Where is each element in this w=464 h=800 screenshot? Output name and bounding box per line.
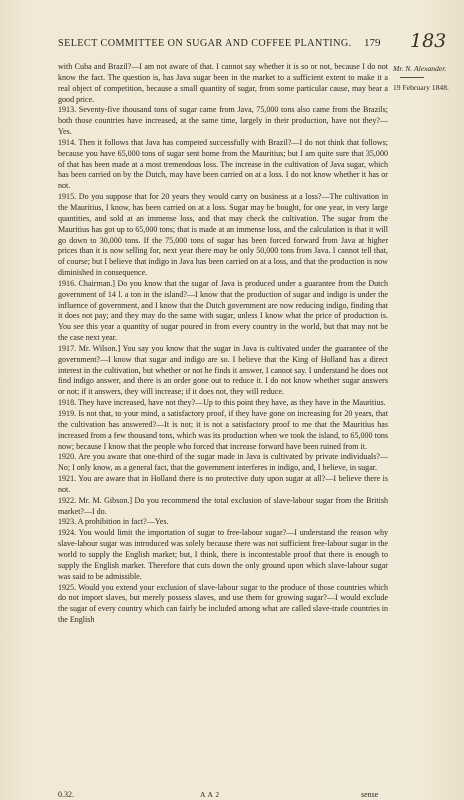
- margin-witness-name: Mr. N. Alexander.: [393, 64, 447, 73]
- paragraph: 1923. A prohibition in fact?—Yes.: [58, 517, 169, 527]
- footer-sheet-number: 0.32.: [58, 790, 74, 799]
- paragraph: 1922. Mr. M. Gibson.] Do you recommend the total exclusion of slave-labour sugar from the British market?—I do.: [58, 495, 388, 516]
- margin-date: 19 February 1848.: [393, 83, 449, 92]
- body-text: [58, 62, 388, 626]
- paragraph: 1919. Is not that, to your mind, a satisfactory proof, if they have gone on increasing for 20 years, that the cultivation has answered?—It is not; it is not a satisfactory proof to me that the Mauritius has increased from a few thousand tons, which was its production when we took the island, to 65,000 tons now; because I know that the people who forced that increase forward have been ruined from it.: [58, 409, 388, 451]
- running-header: SELECT COMMITTEE ON SUGAR AND COFFEE PLANTING.: [58, 38, 352, 49]
- page-number: 179: [364, 37, 381, 49]
- paragraph: 1921. You are aware that in Holland there is no protective duty upon sugar at all?—I believe there is not.: [58, 474, 388, 494]
- paragraph: 1913. Seventy-five thousand tons of sugar came from Java, 75,000 tons also came from the Brazils; both those countries have increased, at the same time, largely in their production, have not they?—Yes.: [58, 105, 388, 137]
- paragraph: with Cuba and Brazil?—I am not aware of that. I cannot say whether it is so or not, because I do not know the fact. The question is, has Java sugar been in the market to a sufficient extent to make it a real object of competition, because a small quantity of sugar, from some particular cause, may bear a good price.: [58, 62, 388, 104]
- paragraph: 1925. Would you extend your exclusion of slave-labour sugar to the produce of those countries which do not import slaves, but merely possess slaves, and use them for growing sugar?—I would exclude the sugar of every country which can fairly be included among what are called slave-trade countries in the English: [58, 582, 388, 625]
- margin-divider: [400, 77, 424, 78]
- footer-signature-mark: A A 2: [200, 790, 220, 799]
- paragraph: 1918. They have increased, have not they?—Up to this point they have, as they have in the Mauritius.: [58, 398, 386, 408]
- handwritten-page-number: 183: [410, 30, 447, 52]
- paragraph: 1920. Are you aware that one-third of the sugar made in Java is cultivated by private individuals?—No; I only know, as a general fact, that the government interferes in indigo, and, I believe, in sugar.: [58, 452, 388, 473]
- paragraph: 1924. You would limit the importation of sugar to free-labour sugar?—I understand the reason why slave-labour sugar was introduced was solely because there was not sufficient free-labour sugar in the world to supply the English market; but, I think, there is incontestable proof that there is enough to supply the English market. Therefore that cuts down the only ground upon which slave-labour sugar was said to be admissible.: [58, 528, 388, 581]
- paragraph: 1916. Chairman.] Do you know that the sugar of Java is produced under a guarantee from the Dutch government of 14 l. a ton in the island?—I know that the production of sugar and indigo is under the influence of government, and I know that the Dutch government are now reducing indigo, finding that it does not pay; and they may do the same with sugar, unless I know what the price of production is. You see this year a quantity of sugar poured in from every country in the world, but that may not be the case next year.: [58, 278, 388, 343]
- paragraph: 1914. Then it follows that Java has competed successfully with Brazil?—I do not think that follows; because you have 65,000 tons of sugar sent home from the Mauritius; but I am quite sure that 35,000 of that has been made at a most tremendous loss. The increase in the cultivation of Java sugar, which has been carried on by the Dutch, may have been carried on at a loss. I do not know whether it has or not.: [58, 137, 388, 191]
- footer-catchword: sense: [361, 790, 379, 799]
- paragraph: 1915. Do you suppose that for 20 years they would carry on business at a loss?—The cultivation in the Mauritius, I know, has been carried on at a loss. Sugar may be bought, for one year, in very large quantities, and sold at an immense loss, and that may check the cultivation. The sugar from the Mauritius has got up to 65,000 tons; that is made at an immense loss, and the calculation is that it will go down to 30,000 tons. If the 75,000 tons of sugar has been forced forward from Java at higher prices than it is now selling for, next year there may be only 50,000 tons from Java. I cannot tell that, of course; but I believe that indigo in Java has been carried on at a loss, and that the production is now diminished in consequence.: [58, 192, 388, 278]
- paragraph: 1917. Mr. Wilson.] You say you know that the sugar in Java is cultivated under the guarantee of the government?—I know that sugar and indigo are so. I believe that the King of Holland has a direct interest in the cultivation, but whether or not he finds it answer, I cannot say. I understand he does not find indigo answer, and there is an order gone out to reduce it. I do not know whether sugar answers or not; if it answers, they will increase; if it does not, they will reduce.: [58, 343, 388, 397]
